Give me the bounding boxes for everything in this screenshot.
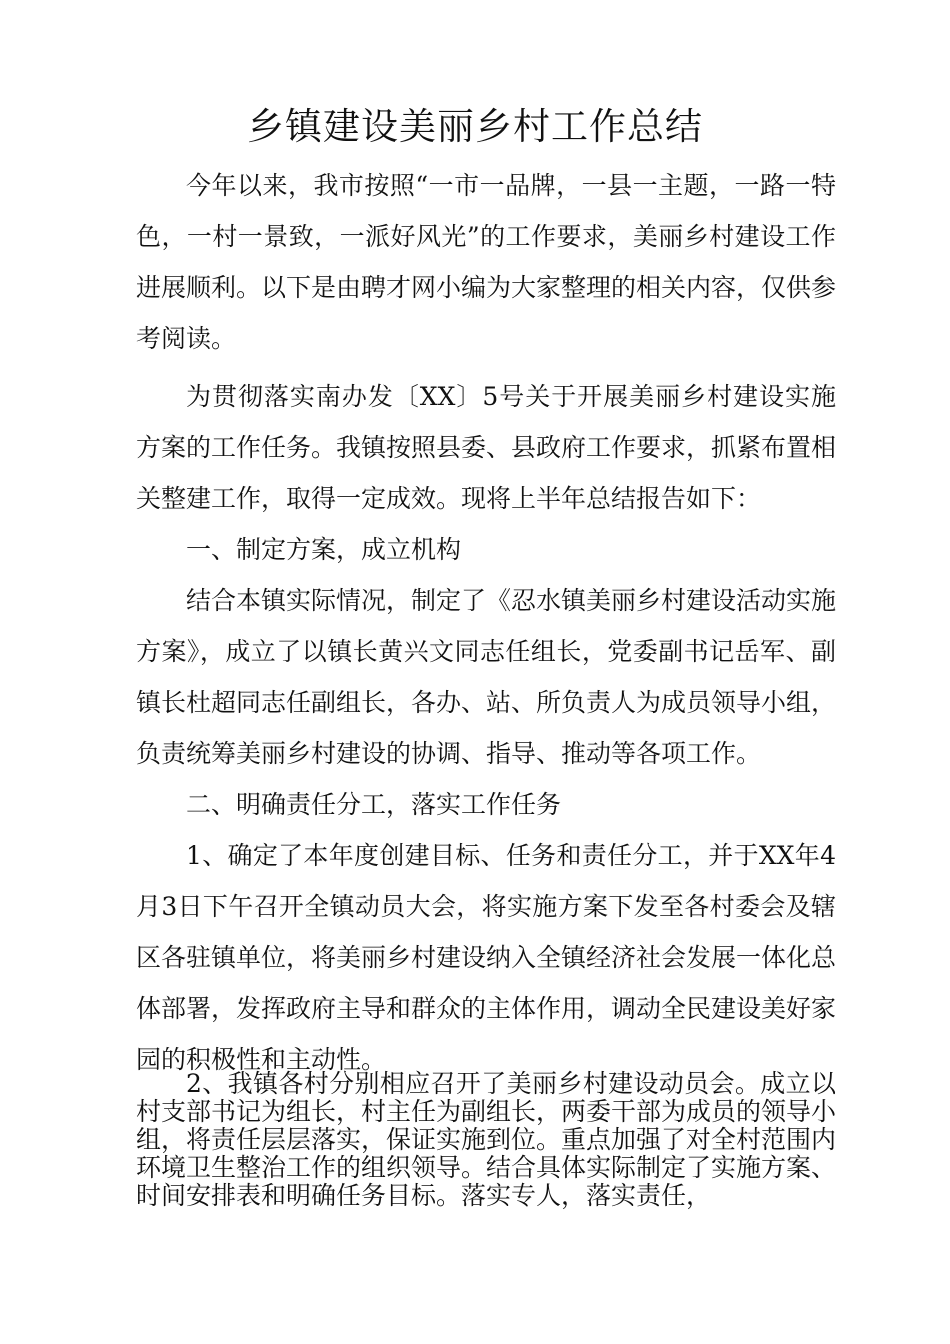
paragraph-purpose: 为贯彻落实南办发〔XX〕5号关于开展美丽乡村建设实施方案的工作任务。我镇按照县委、县政府工作要求，抓紧布置相关整建工作，取得一定成效。现将上半年总结报告如下： bbox=[136, 382, 837, 513]
document-title: 乡镇建设美丽乡村工作总结 bbox=[247, 105, 703, 148]
document-body bbox=[136, 160, 836, 1085]
section-heading-1: 一、制定方案，成立机构 bbox=[186, 535, 462, 564]
paragraph-intro: 今年以来，我市按照“一市一品牌，一县一主题，一路一特色，一村一景致，一派好风光”的工作要求，美丽乡村建设工作进展顺利。以下是由聘才网小编为大家整理的相关内容，仅供参考阅读。 bbox=[136, 171, 837, 353]
section-heading-2: 二、明确责任分工，落实工作任务 bbox=[186, 790, 562, 819]
paragraph-item-2: 2、我镇各村分别相应召开了美丽乡村建设动员会。成立以村支部书记为组长，村主任为副组长，两委干部为成员的领导小组，将责任层层落实，保证实施到位。重点加强了对全村范围内环境卫生整治工作的组织领导。结合具体实际制定了实施方案、时间安排表和明确任务目标。落实专人，落实责任， bbox=[136, 1069, 837, 1210]
paragraph-item-1: 1、确定了本年度创建目标、任务和责任分工，并于XX年4月3日下午召开全镇动员大会，将实施方案下发至各村委会及辖区各驻镇单位，将美丽乡村建设纳入全镇经济社会发展一体化总体部署，发挥政府主导和群众的主体作用，调动全民建设美好家园的积极性和主动性。 bbox=[136, 841, 837, 1074]
paragraph-section-1: 结合本镇实际情况，制定了《忍水镇美丽乡村建设活动实施方案》，成立了以镇长黄兴文同志任组长，党委副书记岳军、副镇长杜超同志任副组长，各办、站、所负责人为成员领导小组，负责统筹美丽乡村建设的协调、指导、推动等各项工作。 bbox=[136, 586, 837, 768]
